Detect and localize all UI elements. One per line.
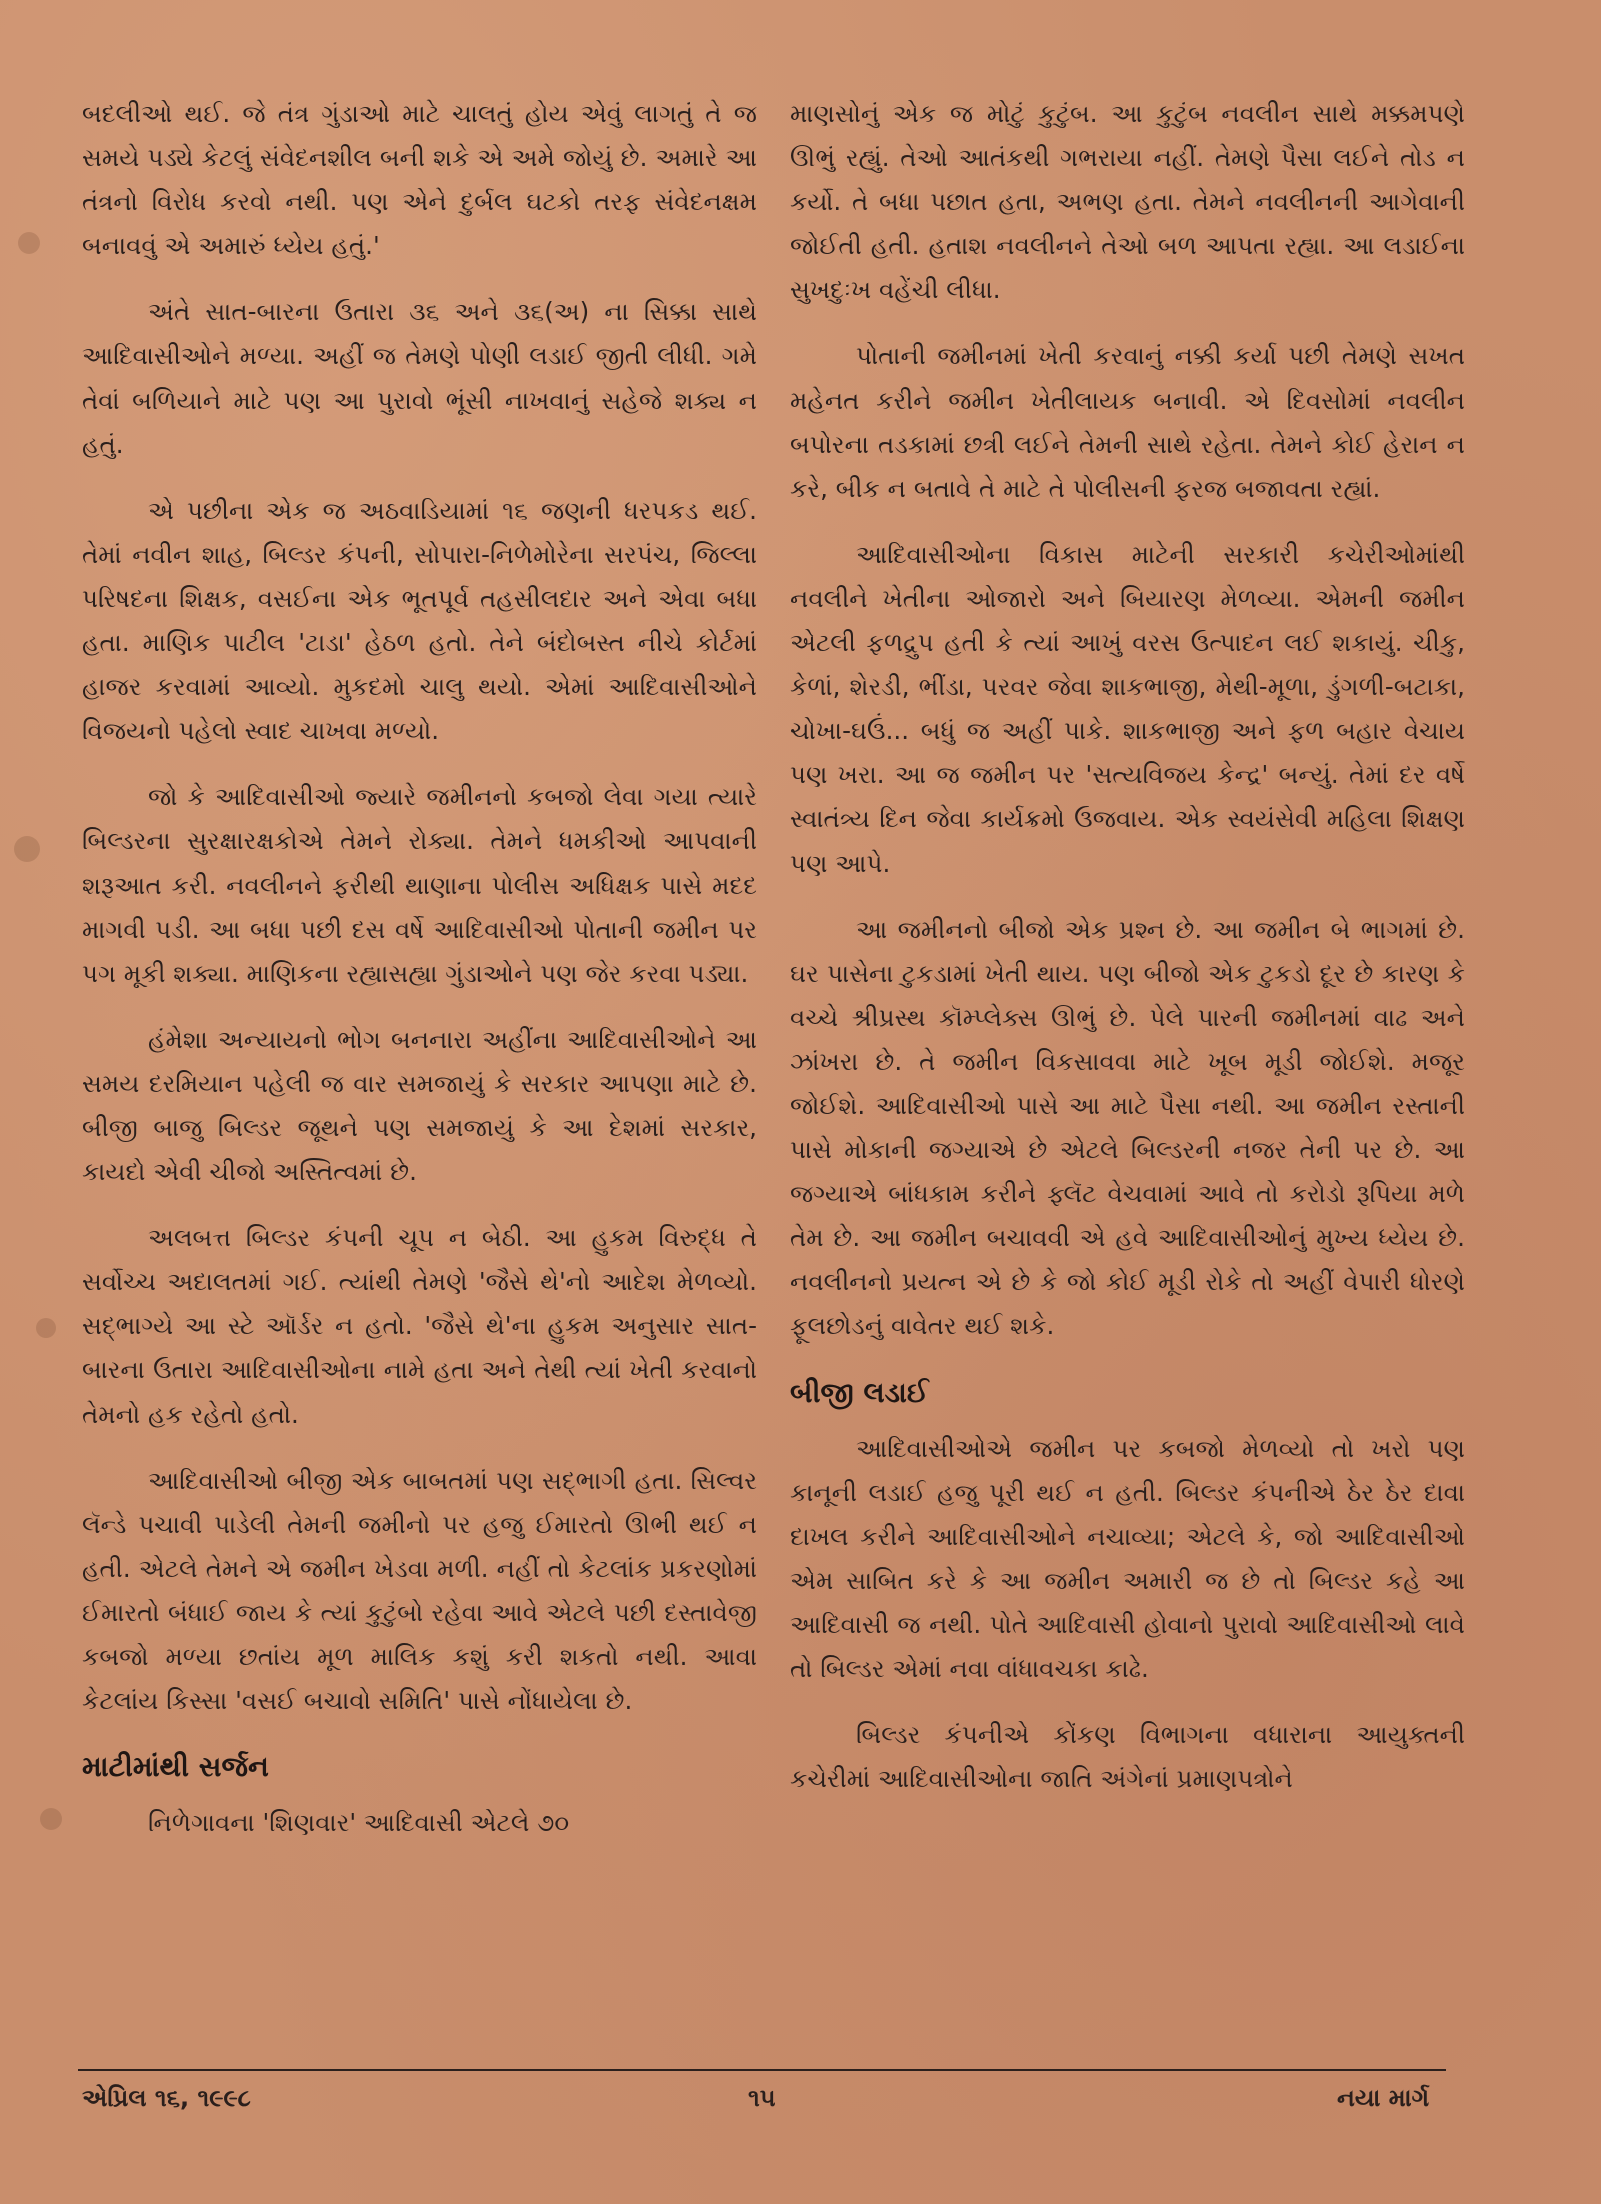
right-column (790, 92, 1465, 1823)
paragraph: હંમેશા અન્યાયનો ભોગ બનનારા અહીંના આદિવાસીઓને આ સમય દરમિયાન પહેલી જ વાર સમજાયું કે સરકાર આપણા માટે છે. બીજી બાજુ બિલ્ડર જૂથને પણ સમજાયું કે આ દેશમાં સરકાર, કાયદો એવી ચીજો અસ્તિત્વમાં છે. (82, 1024, 757, 1187)
footer-divider (78, 2069, 1446, 2071)
paragraph: અંતે સાત-બારના ઉતારા ૩૬ અને ૩૬(અ) ના સિક્કા સાથે આદિવાસીઓને મળ્યા. અહીં જ તેમણે પોણી લડાઈ જીતી લીધી. ગમે તેવાં બળિયાને માટે પણ આ પુરાવો ભૂંસી નાખવાનું સહેજે શક્ય ન હતું. (82, 297, 757, 459)
paragraph: આ જમીનનો બીજો એક પ્રશ્ન છે. આ જમીન બે ભાગમાં છે. ઘર પાસેના ટુકડામાં ખેતી થાય. પણ બીજો એક ટુકડો દૂર છે કારણ કે વચ્ચે શ્રીપ્રસ્થ કૉમ્પ્લેક્સ ઊભું છે. પેલે પારની જમીનમાં વાઢ અને ઝાંખરા છે. તે જમીન વિકસાવવા માટે ખૂબ મૂડી જોઈશે. મજૂર જોઈશે. આદિવાસીઓ પાસે આ માટે પૈસા નથી. આ જમીન રસ્તાની પાસે મોકાની જગ્યાએ છે એટલે બિલ્ડરની નજર તેની પર છે. આ જગ્યાએ બાંધકામ કરીને ફ્લૅટ વેચવામાં આવે તો કરોડો રૂપિયા મળે તેમ છે. આ જમીન બચાવવી એ હવે આદિવાસીઓનું મુખ્ય ધ્યેય છે. નવલીનનો પ્રયત્ન એ છે કે જો કોઈ મૂડી રોકે તો અહીં વેપારી ધોરણે ફૂલછોડનું વાવેતર થઈ શકે. (790, 914, 1465, 1341)
paragraph: અલબત્ત બિલ્ડર કંપની ચૂપ ન બેઠી. આ હુકમ વિરુદ્ધ તે સર્વોચ્ચ અદાલતમાં ગઈ. ત્યાંથી તેમણે 'જૈસે થે'નો આદેશ મેળવ્યો. સદ્ભાગ્યે આ સ્ટે ઑર્ડર ન હતો. 'જૈસે થે'ના હુકમ અનુસાર સાત-બારના ઉતારા આદિવાસીઓના નામે હતા અને તેથી ત્યાં ખેતી કરવાનો તેમનો હક રહેતો હતો. (82, 1223, 757, 1429)
paragraph: નિળેગાવના 'શિણવાર' આદિવાસી એટલે ૭૦ (148, 1808, 570, 1838)
paper-stain (18, 232, 40, 254)
paragraph: માણસોનું એક જ મોટું કુટુંબ. આ કુટુંબ નવલીન સાથે મક્કમપણે ઊભું રહ્યું. તેઓ આતંકથી ગભરાયા નહીં. તેમણે પૈસા લઈને તોડ ન કર્યો. તે બધા પછાત હતા, અભણ હતા. તેમને નવલીનની આગેવાની જોઈતી હતી. હતાશ નવલીનને તેઓ બળ આપતા રહ્યા. આ લડાઈના સુખદુઃખ વહેંચી લીધા. (790, 99, 1465, 305)
paragraph: બિલ્ડર કંપનીએ કોંકણ વિભાગના વધારાના આયુક્તની કચેરીમાં આદિવાસીઓના જાતિ અંગેનાં પ્રમાણપત્રોને (790, 1720, 1465, 1794)
paragraph: આદિવાસીઓના વિકાસ માટેની સરકારી કચેરીઓમાંથી નવલીને ખેતીના ઓજારો અને બિયારણ મેળવ્યા. એમની જમીન એટલી ફળદ્રુપ હતી કે ત્યાં આખું વરસ ઉત્પાદન લઈ શકાયું. ચીકુ, કેળાં, શેરડી, ભીંડા, પરવર જેવા શાકભાજી, મેથી-મૂળા, ડુંગળી-બટાકા, ચોખા-ઘઉં... બધું જ અહીં પાકે. શાકભાજી અને ફળ બહાર વેચાય પણ ખરા. આ જ જમીન પર 'સત્યવિજય કેન્દ્ર' બન્યું. તેમાં દર વર્ષે સ્વાતંત્ર્ય દિન જેવા કાર્યક્રમો ઉજવાય. એક સ્વયંસેવી મહિલા શિક્ષણ પણ આપે. (790, 539, 1465, 878)
paper-stain (14, 836, 40, 862)
page-number: ૧૫ (748, 2084, 776, 2112)
paper-stain (40, 1808, 62, 1830)
paragraph: આદિવાસીઓ બીજી એક બાબતમાં પણ સદ્ભાગી હતા. સિલ્વર લૅન્ડે પચાવી પાડેલી તેમની જમીનો પર હજુ ઈમારતો ઊભી થઈ ન હતી. એટલે તેમને એ જમીન ખેડવા મળી. નહીં તો કેટલાંક પ્રકરણોમાં ઈમારતો બંધાઈ જાય કે ત્યાં કુટુંબો રહેવા આવે એટલે પછી દસ્તાવેજી કબજો મળ્યા છતાંય મૂળ માલિક કશું કરી શકતો નથી. આવા કેટલાંય કિસ્સા 'વસઈ બચાવો સમિતિ' પાસે નોંધાયેલા છે. (82, 1465, 757, 1716)
section-heading: માટીમાંથી સર્જન (82, 1750, 269, 1784)
paragraph: જો કે આદિવાસીઓ જ્યારે જમીનનો કબજો લેવા ગયા ત્યારે બિલ્ડરના સુરક્ષારક્ષકોએ તેમને રોક્યા. તેમને ધમકીઓ આપવાની શરૂઆત કરી. નવલીનને ફરીથી થાણાના પોલીસ અધિક્ષક પાસે મદદ માગવી પડી. આ બધા પછી દસ વર્ષે આદિવાસીઓ પોતાની જમીન પર પગ મૂકી શક્યા. માણિકના રહ્યાસહ્યા ગુંડાઓને પણ જેર કરવા પડ્યા. (82, 782, 757, 988)
paragraph: બદલીઓ થઈ. જે તંત્ર ગુંડાઓ માટે ચાલતું હોય એવું લાગતું તે જ સમયે પડ્યે કેટલું સંવેદનશીલ બની શકે એ અમે જોયું છે. અમારે આ તંત્રનો વિરોધ કરવો નથી. પણ એને દુર્બલ ઘટકો તરફ સંવેદનક્ષમ બનાવવું એ અમારું ધ્યેય હતું.' (82, 99, 757, 261)
section-heading: બીજી લડાઈ (790, 1375, 929, 1409)
paragraph: પોતાની જમીનમાં ખેતી કરવાનું નક્કી કર્યા પછી તેમણે સખત મહેનત કરીને જમીન ખેતીલાયક બનાવી. એ દિવસોમાં નવલીન બપોરના તડકામાં છત્રી લઈને તેમની સાથે રહેતા. તેમને કોઈ હેરાન ન કરે, બીક ન બતાવે તે માટે તે પોલીસની ફરજ બજાવતા રહ્યાં. (790, 341, 1465, 503)
paper-stain (36, 1318, 56, 1338)
paragraph: આદિવાસીઓએ જમીન પર કબજો મેળવ્યો તો ખરો પણ કાનૂની લડાઈ હજુ પૂરી થઈ ન હતી. બિલ્ડર કંપનીએ ઠેર ઠેર દાવા દાખલ કરીને આદિવાસીઓને નચાવ્યા; એટલે કે, જો આદિવાસીઓ એમ સાબિત કરે કે આ જમીન અમારી જ છે તો બિલ્ડર કહે આ આદિવાસી જ નથી. પોતે આદિવાસી હોવાનો પુરાવો આદિવાસીઓ લાવે તો બિલ્ડર એમાં નવા વાંધાવચકા કાઢે. (790, 1433, 1465, 1683)
left-column (82, 92, 757, 1867)
magazine-name: નયા માર્ગ (1337, 2084, 1430, 2112)
footer-date: એપ્રિલ ૧૬, ૧૯૯૮ (82, 2084, 251, 2112)
paragraph: એ પછીના એક જ અઠવાડિયામાં ૧૬ જણની ધરપકડ થઈ. તેમાં નવીન શાહ, બિલ્ડર કંપની, સોપારા-નિળેમોરેના સરપંચ, જિલ્લા પરિષદના શિક્ષક, વસઈના એક ભૂતપૂર્વ તહસીલદાર અને એવા બધા હતા. માણિક પાટીલ 'ટાડા' હેઠળ હતો. તેને બંદોબસ્ત નીચે કોર્ટમાં હાજર કરવામાં આવ્યો. મુકદમો ચાલુ થયો. એમાં આદિવાસીઓને વિજયનો પહેલો સ્વાદ ચાખવા મળ્યો. (82, 495, 757, 746)
